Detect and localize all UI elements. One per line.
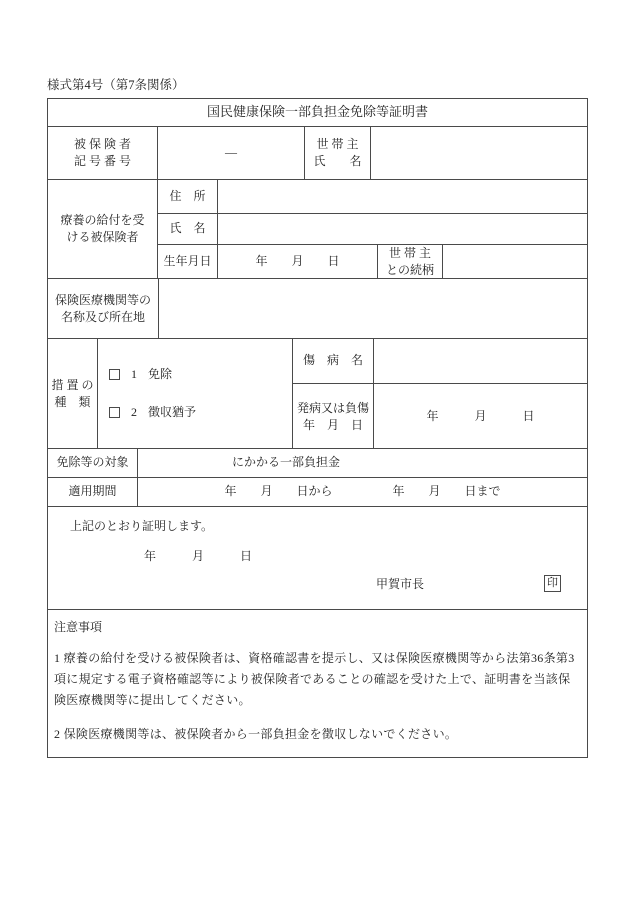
relation-label: 世 帯 主 との続柄 [378, 245, 443, 279]
form-number-label: 様式第4号（第7条関係） [47, 78, 185, 92]
birthdate-value: 年 月 日 [218, 245, 378, 279]
certification-statement: 上記のとおり証明します。 [70, 519, 214, 533]
recipient-section [48, 180, 587, 279]
onset-value: 年 月 日 [426, 408, 535, 423]
birthdate-label: 生年月日 [158, 245, 218, 279]
note-item-1: 1 療養の給付を受ける被保険者は、資格確認書を提示し、又は保険医療機関等から法第36条第3項に規定する電子資格確認等により被保険者であることの確認を受けた上で、証明書を当該保険医療機関等に提出してください。 [54, 650, 575, 707]
note-item-2: 2 保険医療機関等は、被保険者から一部負担金を徴収しないでください。 [54, 726, 458, 741]
name-label: 氏 名 [158, 214, 218, 244]
disease-label: 傷 病 名 [293, 339, 374, 383]
certification-date: 年 月 日 [144, 549, 253, 563]
period-row [48, 478, 587, 507]
address-value [218, 180, 587, 213]
institution-row [48, 279, 587, 339]
insured-number-label: 被 保 険 者 記 号 番 号 [48, 127, 158, 179]
form-title: 国民健康保険一部負担金免除等証明書 [206, 104, 428, 120]
recipient-label: 療養の給付を受 ける被保険者 [48, 180, 158, 278]
measure-label: 措 置 の 種 類 [48, 339, 98, 448]
certification-block [48, 507, 587, 610]
disease-fields [293, 339, 587, 448]
title-row [48, 99, 587, 127]
name-row [158, 214, 587, 245]
measure-options [98, 339, 293, 448]
disease-row [293, 339, 587, 384]
certificate-form-table [47, 98, 588, 758]
exemption-target-value: にかかる一部負担金 [232, 455, 341, 470]
institution-label: 保険医療機関等の 名称及び所在地 [48, 279, 159, 338]
measure-option-deferral [109, 405, 196, 421]
measure-section [48, 339, 587, 449]
issuer-name: 甲賀市長 [376, 577, 425, 591]
householder-name-value [371, 127, 587, 179]
notes-heading: 注意事項 [54, 620, 103, 634]
period-label: 適用期間 [48, 478, 138, 506]
deferral-number: 2 [131, 404, 137, 419]
seal-mark: 印 [544, 575, 561, 592]
exemption-target-row [48, 449, 587, 478]
onset-label: 発病又は負傷 年 月 日 [293, 384, 374, 449]
exemption-target-label: 免除等の対象 [48, 449, 138, 477]
insured-number-value: — [158, 127, 305, 179]
exemption-label: 免除 [148, 366, 173, 381]
householder-name-label: 世 帯 主 氏 名 [305, 127, 371, 179]
exemption-number: 1 [131, 366, 137, 381]
relation-value [443, 245, 587, 279]
deferral-checkbox[interactable] [109, 407, 120, 418]
disease-value [374, 339, 587, 383]
exemption-checkbox[interactable] [109, 369, 120, 380]
period-value: 年 月 日から 年 月 日まで [224, 484, 501, 499]
onset-row [293, 384, 587, 449]
insured-number-row [48, 127, 587, 180]
name-value [218, 214, 587, 244]
address-row [158, 180, 587, 214]
recipient-fields [158, 180, 587, 278]
deferral-label: 徴収猶予 [148, 404, 197, 419]
institution-value [159, 279, 587, 338]
notes-block [48, 610, 587, 759]
measure-option-exemption [109, 367, 172, 383]
address-label: 住 所 [158, 180, 218, 213]
birthdate-row [158, 245, 587, 279]
